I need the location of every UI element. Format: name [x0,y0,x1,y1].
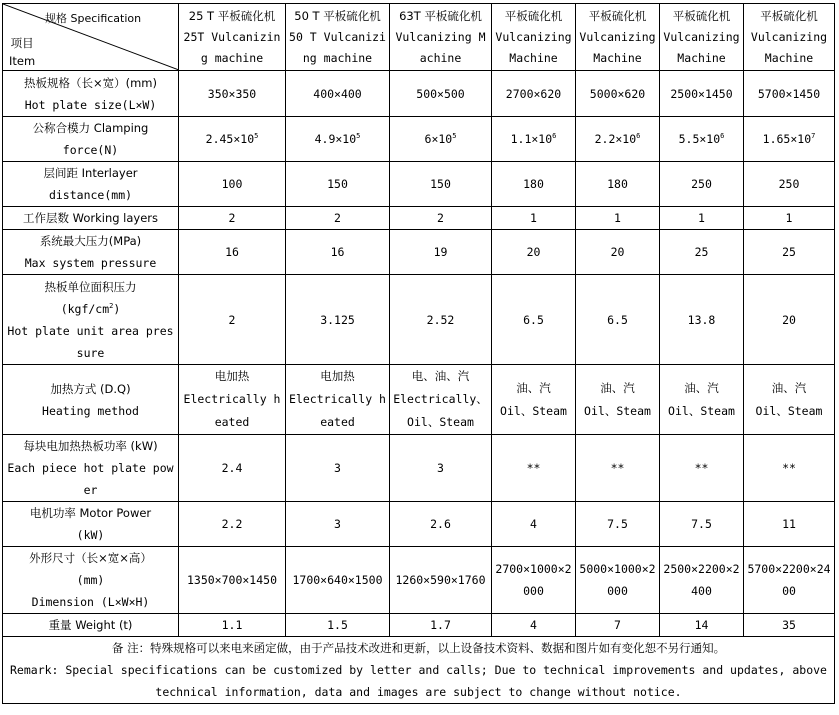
row-label-cn: 热板单位面积压力 [44,279,137,294]
cell-value: 1.1 [221,618,243,632]
row-label-unit-sup: 2 [109,301,114,310]
cell-value: 100 [221,177,243,191]
table-cell [390,502,492,547]
row-label-en: Hot plate size(L×W) [24,97,157,112]
cell-value: 2.2 [221,517,243,531]
row-label [3,117,179,162]
table-cell [660,435,744,502]
table-cell [576,117,660,162]
cell-value: 25 [782,245,796,259]
table-cell [744,365,835,435]
table-cell [660,230,744,275]
table-cell [492,547,576,614]
cell-value: 5700×2200×2400 [747,562,831,598]
cell-value: 2500×1450 [670,86,733,101]
table-cell [576,502,660,547]
row-label-en: Heating method [42,403,139,418]
row-label-en: Hot plate unit area pressure [7,323,174,360]
column-header-cn: 平板硫化机 [504,8,563,23]
table-row [3,502,835,547]
remark-cell [3,637,835,704]
row-label [3,207,179,230]
column-header [660,4,744,71]
cell-value: 1 [614,211,621,225]
column-header-en: Vulcanizing Machine [663,29,740,65]
table-cell [286,71,390,117]
cell-value: 13.8 [687,312,716,327]
column-header-cn: 平板硫化机 [588,8,647,23]
cell-value: 2.45×10 [205,132,255,146]
table-cell [179,162,286,207]
table-cell [660,614,744,637]
row-label-cn: 电机功率 Motor Power [29,506,152,520]
row-label [3,435,179,502]
cell-value: 4 [530,517,537,531]
cell-value: 25 [694,245,709,259]
table-cell [492,502,576,547]
table-cell [179,71,286,117]
cell-value-en: Oil、Steam [668,403,735,418]
row-label [3,275,179,365]
table-cell [390,162,492,207]
cell-value: 1.65×10 [762,132,812,146]
table-cell [179,230,286,275]
table-cell [492,117,576,162]
column-header-cn: 25 T 平板硫化机 [188,8,276,23]
column-header [744,4,835,71]
row-label-unit-text: (kgf/cm [60,301,110,316]
cell-exponent: 6 [720,132,725,141]
table-cell [660,162,744,207]
column-header-en: 50 T Vulcanizing machine [289,29,386,65]
header-row [3,4,835,71]
cell-value-cn: 电加热 [320,369,355,383]
table-cell [744,502,835,547]
table-cell [286,435,390,502]
row-label-en: Each piece hot plate power [7,461,174,497]
table-row [3,547,835,614]
row-label [3,614,179,637]
column-header [390,4,492,71]
row-label-cn: 系统最大压力(MPa) [39,234,142,248]
cell-value: 2700×620 [505,86,562,101]
row-label [3,502,179,547]
cell-value: 1 [530,211,537,225]
cell-value-en: Oil、Steam [755,403,823,418]
table-cell [390,365,492,435]
cell-value: 2.52 [426,312,455,327]
cell-value: ** [782,461,796,475]
table-row [3,365,835,435]
cell-value: 7 [614,618,621,632]
column-header [179,4,286,71]
cell-value: 1 [698,211,705,225]
table-row [3,230,835,275]
cell-value: 20 [610,245,625,259]
cell-value: 35 [782,618,796,632]
table-cell [179,207,286,230]
cell-value-cn: 电加热 [214,369,250,383]
remark-en-line2: technical information, data and images are subject to change without notice. [155,685,682,699]
cell-value: 2700×1000×2000 [495,562,572,598]
table-cell [286,502,390,547]
table-cell [660,71,744,117]
cell-value: ** [526,461,541,475]
cell-value: 2 [228,312,236,327]
cell-value: 4 [530,618,537,632]
cell-value-cn: 油、汽 [771,380,807,395]
column-header-en: 25T Vulcanizing machine [183,29,281,65]
table-cell [492,365,576,435]
cell-value: 1.7 [430,618,451,632]
cell-value: 5000×1000×2000 [579,562,656,598]
table-cell [744,275,835,365]
cell-value: 1700×640×1500 [292,573,383,587]
corner-item-en: Item [9,54,36,68]
table-cell [576,71,660,117]
cell-value: 3 [437,461,444,475]
row-label-en: distance(mm) [48,188,133,202]
table-cell [660,207,744,230]
cell-value: 14 [694,618,709,632]
table-cell [179,117,286,162]
table-cell [492,207,576,230]
table-cell [576,230,660,275]
table-row [3,435,835,502]
row-label-cn: 热板规格（长×宽）(mm) [23,75,157,90]
table-cell [179,435,286,502]
cell-value: 2 [437,211,444,225]
cell-exponent: 5 [356,132,361,141]
table-cell [390,71,492,117]
table-cell [576,207,660,230]
column-header-cn: 50 T 平板硫化机 [294,8,381,23]
table-cell [744,547,835,614]
cell-value: 500×500 [416,86,465,101]
table-cell [492,230,576,275]
table-cell [390,435,492,502]
cell-value: 5000×620 [589,86,646,101]
table-cell [286,117,390,162]
row-label-cn: 每块电加热热板功率 (kW) [23,439,158,453]
cell-exponent: 5 [254,132,259,141]
row-label-unit-text: (mm) [76,573,105,587]
row-label-cn: 层间距 Interlayer [43,166,138,180]
row-label-cn: 外形尺寸（长×宽×高） [29,551,152,565]
cell-value-cn: 油、汽 [516,380,551,395]
table-cell [286,230,390,275]
remark-en-line1: Remark: Special specifications can be customized by letter and calls; Due to technical improvements and updates, above [10,663,827,677]
spec-table [2,3,835,704]
table-cell [286,162,390,207]
table-cell [390,207,492,230]
column-header-en: Vulcanizing Machine [579,29,656,65]
table-cell [660,275,744,365]
table-cell [492,162,576,207]
corner-spec-label: 规格 Specification [45,12,142,25]
cell-value: 250 [778,177,800,191]
table-cell [179,547,286,614]
cell-value: 6×10 [424,132,453,146]
row-label-en: Max system pressure [24,256,157,270]
cell-value-en: Oil、Steam [500,403,567,418]
column-header-cn: 平板硫化机 [672,8,731,23]
cell-value: 6.5 [523,312,544,327]
row-label-en: force(N) [62,143,119,157]
cell-value: 150 [430,177,451,191]
row-label [3,547,179,614]
table-cell [492,275,576,365]
column-header [492,4,576,71]
cell-exponent: 7 [811,132,816,141]
table-cell [576,275,660,365]
cell-value: 400×400 [313,86,362,101]
table-cell [179,365,286,435]
cell-value: 2.2×10 [594,132,637,146]
table-cell [492,614,576,637]
cell-value: 19 [433,245,448,259]
column-header-en: Vulcanizing Machine [395,29,486,65]
cell-value-cn: 电、油、汽 [411,369,470,383]
cell-exponent: 5 [452,132,457,141]
column-header-en: Vulcanizing Machine [750,29,828,65]
table-cell [576,365,660,435]
row-label-unit-end: ) [113,301,121,316]
cell-value: 180 [607,177,628,191]
row-label-unit [6,569,175,591]
cell-value: 7.5 [691,517,712,531]
cell-exponent: 6 [552,132,557,141]
column-header-en: Vulcanizing Machine [495,29,572,65]
table-cell [744,230,835,275]
cell-value: 1.1×10 [510,132,553,146]
row-label [3,162,179,207]
table-cell [179,275,286,365]
cell-value: 2 [228,211,236,225]
cell-value: 1.5 [327,618,348,632]
row-label [3,71,179,117]
table-cell [492,435,576,502]
cell-value: 1350×700×1450 [186,573,277,587]
table-cell [660,547,744,614]
cell-value: 5700×1450 [757,86,821,101]
corner-item-label [9,34,35,70]
table-row [3,207,835,230]
table-row [3,117,835,162]
row-label-unit [6,298,175,320]
remark-cn: 备 注：特殊规格可以来电来函定做，由于产品技术改进和更新，以上设备技术资料、数据和图片如有变化恕不另行通知。 [111,641,726,655]
cell-value: 2500×2200×2400 [663,562,740,598]
cell-value: 2.6 [430,517,451,531]
table-cell [286,365,390,435]
table-cell [576,162,660,207]
cell-value: 4.9×10 [314,132,357,146]
cell-value: 6.5 [607,312,628,327]
table-cell [744,117,835,162]
cell-value-en: Oil、Steam [584,403,651,418]
cell-value-cn: 油、汽 [600,380,635,395]
cell-value: 2.4 [221,461,243,475]
cell-value: 20 [526,245,541,259]
table-cell [390,275,492,365]
cell-value: 1260×590×1760 [395,573,486,587]
table-cell [286,207,390,230]
row-label [3,365,179,435]
table-cell [390,614,492,637]
cell-value: 2 [334,211,341,225]
column-header-cn: 平板硫化机 [760,8,818,23]
cell-value: 16 [225,245,239,259]
row-label-cn: 工作层数 Working layers [22,211,159,225]
table-cell [390,117,492,162]
cell-value: 16 [330,245,345,259]
column-header-cn: 63T 平板硫化机 [399,8,482,23]
row-label-cn: 重量 Weight (t) [48,618,133,632]
cell-value: ** [610,461,625,475]
cell-value: 350×350 [207,86,257,101]
corner-header-cell [3,4,179,71]
cell-value-cn: 油、汽 [684,380,719,395]
table-cell [286,547,390,614]
table-cell [744,435,835,502]
table-cell [576,435,660,502]
table-row [3,275,835,365]
table-cell [286,614,390,637]
cell-value-en: Electrically heated [183,392,281,429]
table-cell [179,614,286,637]
column-header [576,4,660,71]
table-cell [660,365,744,435]
cell-value: 3 [334,461,341,475]
cell-value: 1 [785,211,793,225]
column-header [286,4,390,71]
table-cell [744,207,835,230]
cell-value: 3 [334,517,341,531]
remark-row [3,637,835,704]
cell-value: 11 [782,517,796,531]
table-cell [744,614,835,637]
row-label-en: (kW) [76,528,105,542]
table-cell [576,547,660,614]
cell-value: 20 [782,312,796,327]
table-cell [390,547,492,614]
table-cell [576,614,660,637]
row-label-en: Dimension (L×W×H) [31,595,150,609]
cell-value-en: Electrically、Oil、Steam [393,392,488,429]
cell-value: 250 [691,177,712,191]
cell-value: 7.5 [607,517,628,531]
row-label-cn: 加热方式 (D.Q) [50,381,131,396]
table-row [3,614,835,637]
cell-value: 150 [327,177,348,191]
table-cell [179,502,286,547]
table-cell [492,71,576,117]
cell-value-en: Electrically heated [289,392,386,429]
row-label-cn: 公称合模力 Clamping [32,121,149,135]
table-cell [390,230,492,275]
table-row [3,71,835,117]
table-row [3,162,835,207]
table-cell [744,162,835,207]
table-cell [660,117,744,162]
cell-value: 5.5×10 [678,132,721,146]
cell-value: 3.125 [320,312,355,327]
corner-item-cn: 项目 [10,36,34,50]
table-cell [660,502,744,547]
row-label [3,230,179,275]
cell-value: ** [694,461,709,475]
cell-value: 180 [523,177,544,191]
table-cell [286,275,390,365]
table-cell [744,71,835,117]
cell-exponent: 6 [636,132,641,141]
